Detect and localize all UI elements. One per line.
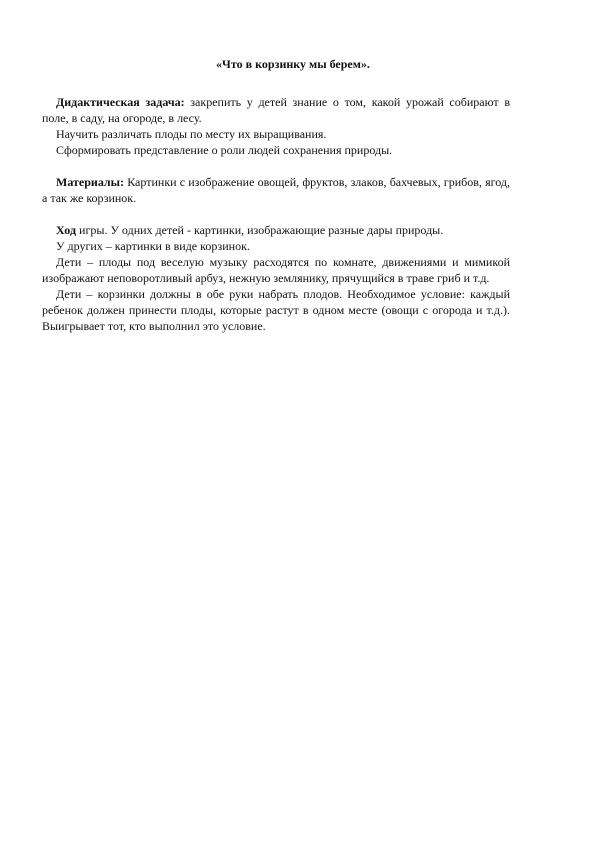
spacer xyxy=(42,206,510,222)
spacer xyxy=(42,158,510,174)
document-title: «Что в корзинку мы берем». xyxy=(216,57,370,71)
teach-paragraph: Научить различать плоды по месту их выращивания. xyxy=(56,127,327,141)
others-paragraph: У других – картинки в виде корзинок. xyxy=(56,239,250,253)
document-body xyxy=(42,56,510,334)
course-label: Ход xyxy=(56,223,77,237)
baskets-paragraph: Дети – корзинки должны в обе руки набрать плодов. Необходимое условие: каждый ребенок должен принести плоды, которые растут в одном месте (овощи с огорода и т.д.). Выигрывает тот, кто выполнил это условие. xyxy=(42,287,510,333)
didactic-task-label: Дидактическая задача: xyxy=(56,95,185,109)
materials-paragraph xyxy=(42,174,510,206)
course-paragraph xyxy=(42,222,510,238)
course-text: У одних детей - картинки, изображающие разные дары природы. xyxy=(107,223,444,237)
fruits-paragraph: Дети – плоды под веселую музыку расходятся по комнате, движениями и мимикой изображают неповоротливый арбуз, нежную землянику, прячущийся в траве гриб и т.д. xyxy=(42,255,510,285)
materials-label: Материалы: xyxy=(56,175,125,189)
course-label-rest: игры. xyxy=(76,223,108,237)
didactic-task-text: закрепить у детей знание о том, какой урожай собирают в поле, в саду, на огороде, в лесу. xyxy=(42,95,510,125)
materials-text: Картинки с изображение овощей, фруктов, злаков, бахчевых, грибов, ягод, а так же корзинок. xyxy=(42,175,510,205)
didactic-task-paragraph xyxy=(42,94,510,126)
form-paragraph: Сформировать представление о роли людей сохранения природы. xyxy=(56,143,393,157)
